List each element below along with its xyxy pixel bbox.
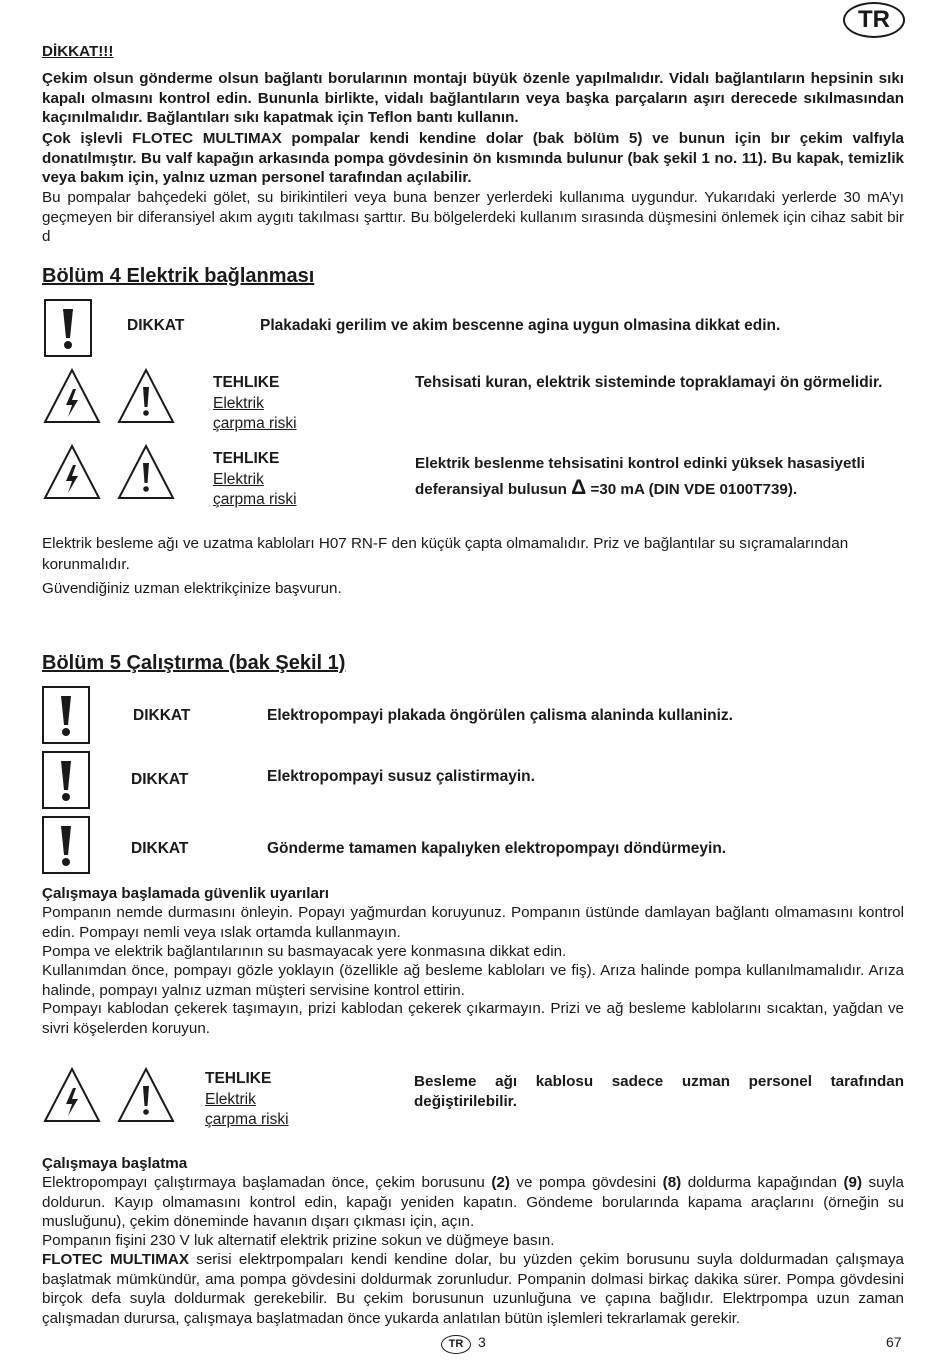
- danger-subtitle-line-2: çarpma riski: [213, 415, 297, 432]
- general-warning-icon: [116, 1066, 176, 1124]
- footer-language-badge: TR: [441, 1335, 471, 1354]
- attention-label: DIKKAT: [133, 707, 191, 724]
- exclamation-box-icon: [42, 751, 90, 809]
- danger-subtitle-line-1: Elektrik: [213, 395, 264, 412]
- attention-text: Plakadaki gerilim ve akim bescenne agina uygun olmasina dikkat edin.: [260, 317, 781, 334]
- start-title: Çalışmaya başlatma: [42, 1155, 188, 1172]
- safety-paragraph-4: Pompayı kablodan çekerek taşımayın, prizi kablodan çekerek çıkarmayın. Prizi ve ağ besleme kablolarını sıcaktan, yağdan ve sivri köşelerden koruyun.: [42, 1000, 904, 1037]
- danger-text-line-2: deferansiyal bulusun Δ =30 mA (DIN VDE 0100T739).: [415, 476, 798, 499]
- danger-text: Besleme ağı kablosu sadece uzman personel tarafından değiştirilebilir.: [414, 1073, 904, 1110]
- exclamation-box-icon: [44, 299, 92, 357]
- danger-subtitle-line-1: Elektrik: [205, 1091, 256, 1108]
- danger-text-line-1: Elektrik beslenme tehsisatini kontrol edinki yüksek hasasiyetli: [415, 455, 865, 472]
- section-5-heading: Bölüm 5 Çalıştırma (bak Şekil 1): [42, 652, 346, 674]
- danger-subtitle-line-2: çarpma riski: [213, 491, 297, 508]
- electric-shock-warning-icon: [42, 1066, 102, 1124]
- electric-shock-warning-icon: [42, 443, 102, 501]
- exclamation-box-icon: [42, 816, 90, 874]
- attention-label: DIKKAT: [127, 317, 185, 334]
- electric-shock-warning-icon: [42, 367, 102, 425]
- attention-label: DIKKAT: [131, 771, 189, 788]
- intro-paragraph-2: Çok işlevli FLOTEC MULTIMAX pompalar kendi kendine dolar (bak bölüm 5) ve bunun için bır çekim valfıyla donatılmıştır. Bu valf kapağın arkasında pompa gövdesinin ön kısmında bulunur (bak şekil 1 no. 11). Bu kapak, temizlik veya bakım için, yalnız uzman personel tarafından açılabilir.: [42, 130, 904, 186]
- intro-paragraph-3: Bu pompalar bahçedeki gölet, su birikintileri veya buna benzer yerlerdeki kullanıma uygundur. Yukarıdaki yerlerde 30 mA’yı geçmeyen bir diferansiyel akım aygıtı takılması şarttır. Bu bölgelerdeki kullanım sırasında düşmesini önlemek için cihaz sabit bir d: [42, 189, 904, 245]
- danger-text: Tehsisati kuran, elektrik sisteminde topraklamayi ön görmelidir.: [415, 374, 883, 391]
- danger-subtitle-line-1: Elektrik: [213, 471, 264, 488]
- start-paragraph-3: FLOTEC MULTIMAX serisi elektrpompaları kendi kendine dolar, bu yüzden çekim borusunu suyla doldurmadan çalışmaya başlatmak mümkündür, ama pompa gövdesini doldurmak zorunludur. Pompanin dolmasi birkaç dakika sürer. Pompa gövdesini birçok defa suyla doldurmak gerekebilir. Bu çekim borusunun uzunluğuna ve çapına bağlıdır. Elektrpompa uzun zaman çalışmadan durursa, çalışmaya başlatmadan önce yukarda anlatılan bütün işlemleri tekrarlamak gerekir.: [42, 1251, 904, 1327]
- safety-title: Çalışmaya başlamada güvenlik uyarıları: [42, 885, 330, 902]
- safety-paragraph-3: Kullanımdan önce, pompayı gözle yoklayın (özellikle ağ besleme kabloları ve fiş). Arıza halinde pompa kullanılmamalıdır. Arıza halinde, pompayı yalnız uzman müşteri servisine kontrol ettirin.: [42, 962, 904, 999]
- general-warning-icon: [116, 443, 176, 501]
- danger-subtitle-line-2: çarpma riski: [205, 1111, 289, 1128]
- attention-text: Elektropompayi plakada öngörülen çalisma alaninda kullaniniz.: [267, 707, 733, 724]
- delta-symbol: Δ: [571, 476, 587, 499]
- intro-paragraph-1: Çekim olsun gönderme olsun bağlantı borularının montajı büyük özenle yapılmalıdır. Vidalı bağlantıların hepsinin sıkı kapalı olmasını kontrol edin. Bununla birlikte, vidalı bağlantıların veya başka parçaların aşırı derecede sıkılmasından kaçınılmalıdır. Bağlantıları sıkı kapatmak için Teflon bantı kullanın.: [42, 70, 904, 126]
- danger-label: TEHLIKE: [205, 1070, 272, 1087]
- start-paragraph-1: Elektropompayı çalıştırmaya başlamadan önce, çekim borusunu (2) ve pompa gövdesini (8) doldurma kapağından (9) suyla doldurun. Kayıp olmamasını kontrol edin, kapağı yeniden kapatın. Göndeme borularında kapama araçlarını (örneğin su musluğunu), çekim döneminde havanın dışarı çıkması için, açın.: [42, 1174, 904, 1230]
- general-warning-icon: [116, 367, 176, 425]
- safety-paragraph-2: Pompa ve elektrik bağlantılarının su basmayacak yere konmasına dikkat edin.: [42, 943, 567, 960]
- footer-page-number: 67: [886, 1334, 902, 1350]
- danger-label: TEHLIKE: [213, 450, 280, 467]
- section-4-paragraph-1: Elektrik besleme ağı ve uzatma kabloları H07 RN-F den küçük çapta olmamalıdır. Priz ve bağlantılar su sıçramalarından korunmalıdır.: [42, 535, 849, 573]
- footer-section-page: 3: [478, 1334, 486, 1350]
- attention-label: DIKKAT: [131, 840, 189, 857]
- section-4-paragraph-2: Güvendiğiniz uzman elektrikçinize başvurun.: [42, 580, 342, 597]
- section-4-heading: Bölüm 4 Elektrik bağlanması: [42, 265, 315, 287]
- exclamation-box-icon: [42, 686, 90, 744]
- safety-paragraph-1: Pompanın nemde durmasını önleyin. Popayı yağmurdan koruyunuz. Pompanın üstünde damlayan bağlantı olmamasını kontrol edin. Pompayı nemli veya ıslak ortamda kullanmayın.: [42, 904, 904, 941]
- start-paragraph-2: Pompanın fişini 230 V luk alternatif elektrik prizine sokun ve düğmeye basın.: [42, 1232, 555, 1249]
- intro-title: DİKKAT!!!: [42, 43, 114, 60]
- attention-text: Elektropompayi susuz çalistirmayin.: [267, 768, 535, 785]
- language-badge: TR: [843, 2, 905, 38]
- danger-label: TEHLIKE: [213, 374, 280, 391]
- attention-text: Gönderme tamamen kapalıyken elektropompayı döndürmeyin.: [267, 840, 727, 857]
